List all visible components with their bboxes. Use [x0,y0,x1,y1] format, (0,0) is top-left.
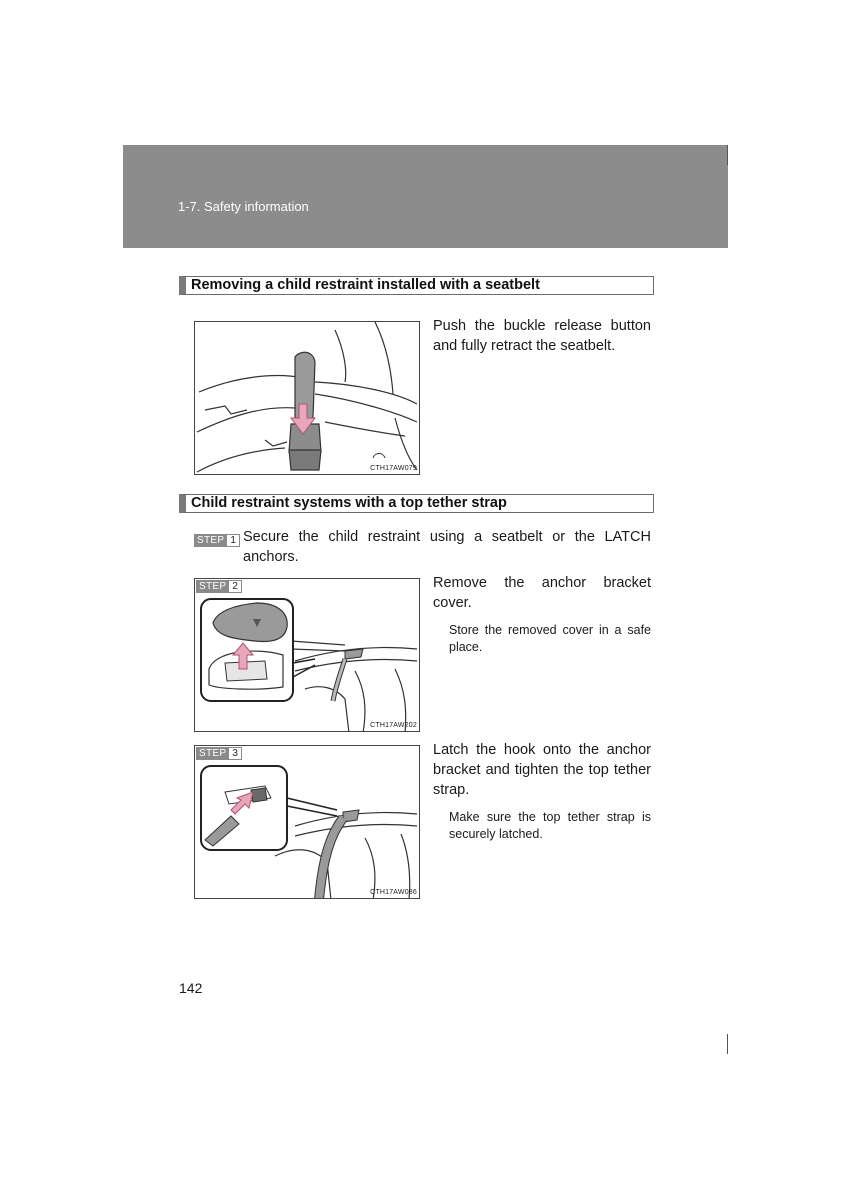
step-3-text: Latch the hook onto the anchor bracket and tighten the top tether strap. [433,742,651,798]
step-label: STEP [196,580,229,593]
latch-hook-illustration [195,746,420,899]
figure-seatbelt-release [194,321,420,475]
step-label: STEP [196,747,229,760]
step-number: 2 [229,580,242,593]
figure-code: CTH17AW202 [370,722,417,729]
section-heading-top-tether: Child restraint systems with a top tether strap [179,494,654,513]
figure-code: CTH17AW079 [370,465,417,472]
step-2-text: Remove the anchor bracket cover. [433,575,651,611]
step-1-text: Secure the child restraint using a seatbelt or the LATCH anchors. [243,529,651,565]
instruction-text: Push the buckle release button and fully retract the seatbelt. [433,318,651,354]
page-number: 142 [179,980,203,996]
section-heading-remove: Removing a child restraint installed with a seatbelt [179,276,654,295]
margin-tick [727,1034,728,1054]
step-3-note: Make sure the top tether strap is securely latched. [449,810,651,841]
figure-remove-cover [194,578,420,732]
section-label: 1-7. Safety information [178,199,309,214]
figure-code: CTH17AW086 [370,889,417,896]
step-number: 3 [229,747,242,760]
step-number: 1 [227,534,240,547]
step-2-note: Store the removed cover in a safe place. [449,623,651,654]
header-band [123,145,728,248]
figure-latch-hook [194,745,420,899]
seatbelt-release-illustration [195,322,420,475]
anchor-cover-illustration [195,579,420,732]
step-label: STEP [194,534,227,547]
step-1-badge [194,530,240,548]
header-tick [727,145,728,165]
